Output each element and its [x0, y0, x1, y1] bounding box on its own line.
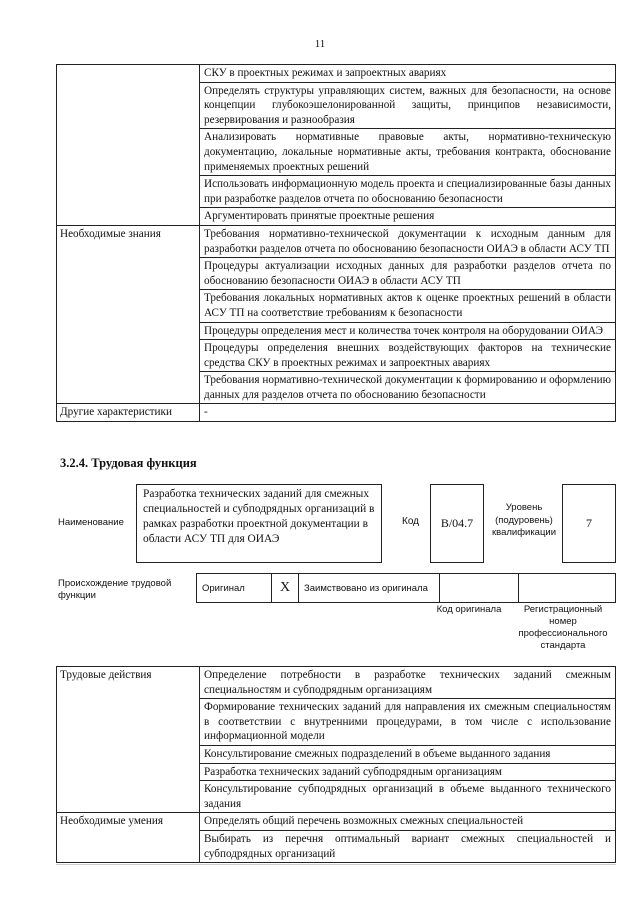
original-code-cell: [440, 574, 519, 603]
row-text: СКУ в проектных режимах и запроектных авариях: [200, 65, 616, 83]
table-row: [57, 667, 616, 699]
code-label: Код: [402, 516, 420, 527]
row-text: Определять структуры управляющих систем, важных для безопасности, на основе концепции глубокоэшелонированной защиты, принципов независимости, резервирования и разнообразия: [200, 82, 616, 129]
qualification-level-box: 7: [562, 484, 616, 563]
table-row: [57, 225, 616, 257]
table-row: [57, 65, 616, 83]
row-text: Процедуры определения мест и количества точек контроля на оборудовании ОИАЭ: [200, 322, 616, 340]
row-label-actions: Трудовые действия: [57, 667, 200, 813]
row-label-skills: Необходимые умения: [57, 813, 200, 863]
row-text: Требования нормативно-технической документации к формированию и оформлению данных для разделов отчета по обоснованию безопасности: [200, 372, 616, 404]
row-text: Требования локальных нормативных актов к оценке проектных решений в области АСУ ТП на соответствие требованиям к безопасности: [200, 290, 616, 322]
origin-mark: X: [272, 574, 299, 603]
qualification-level-label: Уровень (подуровень) квалификации: [491, 502, 557, 538]
registration-number-caption: Регистрационный номер профессионального стандарта: [518, 604, 608, 651]
row-text: Определение потребности в разработке технических заданий смежным специальностям и субподрядным организациям: [200, 667, 616, 699]
row-text: Процедуры определения внешних воздействующих факторов на технические средства СКУ в проектных режимах и запроектных авариях: [200, 340, 616, 372]
row-text: Формирование технических заданий для направления их смежным специальностям в соответствии с внутренними процедурами, в том числе с использование информационной модели: [200, 699, 616, 746]
name-label: Наименование: [58, 517, 124, 528]
function-code-box: B/04.7: [430, 484, 484, 563]
table-row: [57, 813, 616, 831]
origin-table: [196, 573, 616, 603]
origin-label: Происхождение трудовой функции: [58, 578, 172, 601]
row-text: Консультирование субподрядных организаций в объеме выданного технического задания: [200, 781, 616, 813]
page-divider: [56, 864, 616, 865]
row-text: Использовать информационную модель проекта и специализированные базы данных при разработке разделов отчета по обоснованию безопасности: [200, 176, 616, 208]
requirements-table-bottom: [56, 666, 616, 863]
row-text: Разработка технических заданий субподрядным организациям: [200, 763, 616, 781]
row-text: Консультирование смежных подразделений в объеме выданного задания: [200, 745, 616, 763]
table-row: [57, 404, 616, 422]
function-name-box: Разработка технических заданий для смежных специальностей и субподрядных организаций в рамках разработки проектной документации в области АСУ ТП для ОИАЭ: [136, 484, 382, 563]
row-text: -: [200, 404, 616, 422]
origin-original-cell: Оригинал: [197, 574, 272, 603]
row-label-knowledge: Необходимые знания: [57, 225, 200, 404]
registration-number-cell: [519, 574, 616, 603]
row-text: Выбирать из перечня оптимальный вариант смежных специальностей и субподрядных организаций: [200, 830, 616, 862]
row-text: Требования нормативно-технической документации к исходным данным для разработки разделов отчета по обоснованию безопасности ОИАЭ в области АСУ ТП: [200, 225, 616, 257]
page-number: 11: [314, 38, 326, 50]
original-code-caption: Код оригинала: [436, 604, 502, 615]
requirements-table-top: [56, 64, 616, 422]
row-label-other: Другие характеристики: [57, 404, 200, 422]
origin-borrowed-cell: Заимствовано из оригинала: [299, 574, 440, 603]
row-text: Анализировать нормативные правовые акты, нормативно-техническую документацию, локальные нормативные акты, требования контракта, обоснование применяемых проектных решений: [200, 129, 616, 176]
row-text: Определять общий перечень возможных смежных специальностей: [200, 813, 616, 831]
row-text: Аргументировать принятые проектные решения: [200, 208, 616, 226]
row-text: Процедуры актуализации исходных данных для разработки разделов отчета по обоснованию безопасности ОИАЭ в области АСУ ТП: [200, 258, 616, 290]
row-label: [57, 65, 200, 226]
section-heading: 3.2.4. Трудовая функция: [60, 456, 197, 470]
